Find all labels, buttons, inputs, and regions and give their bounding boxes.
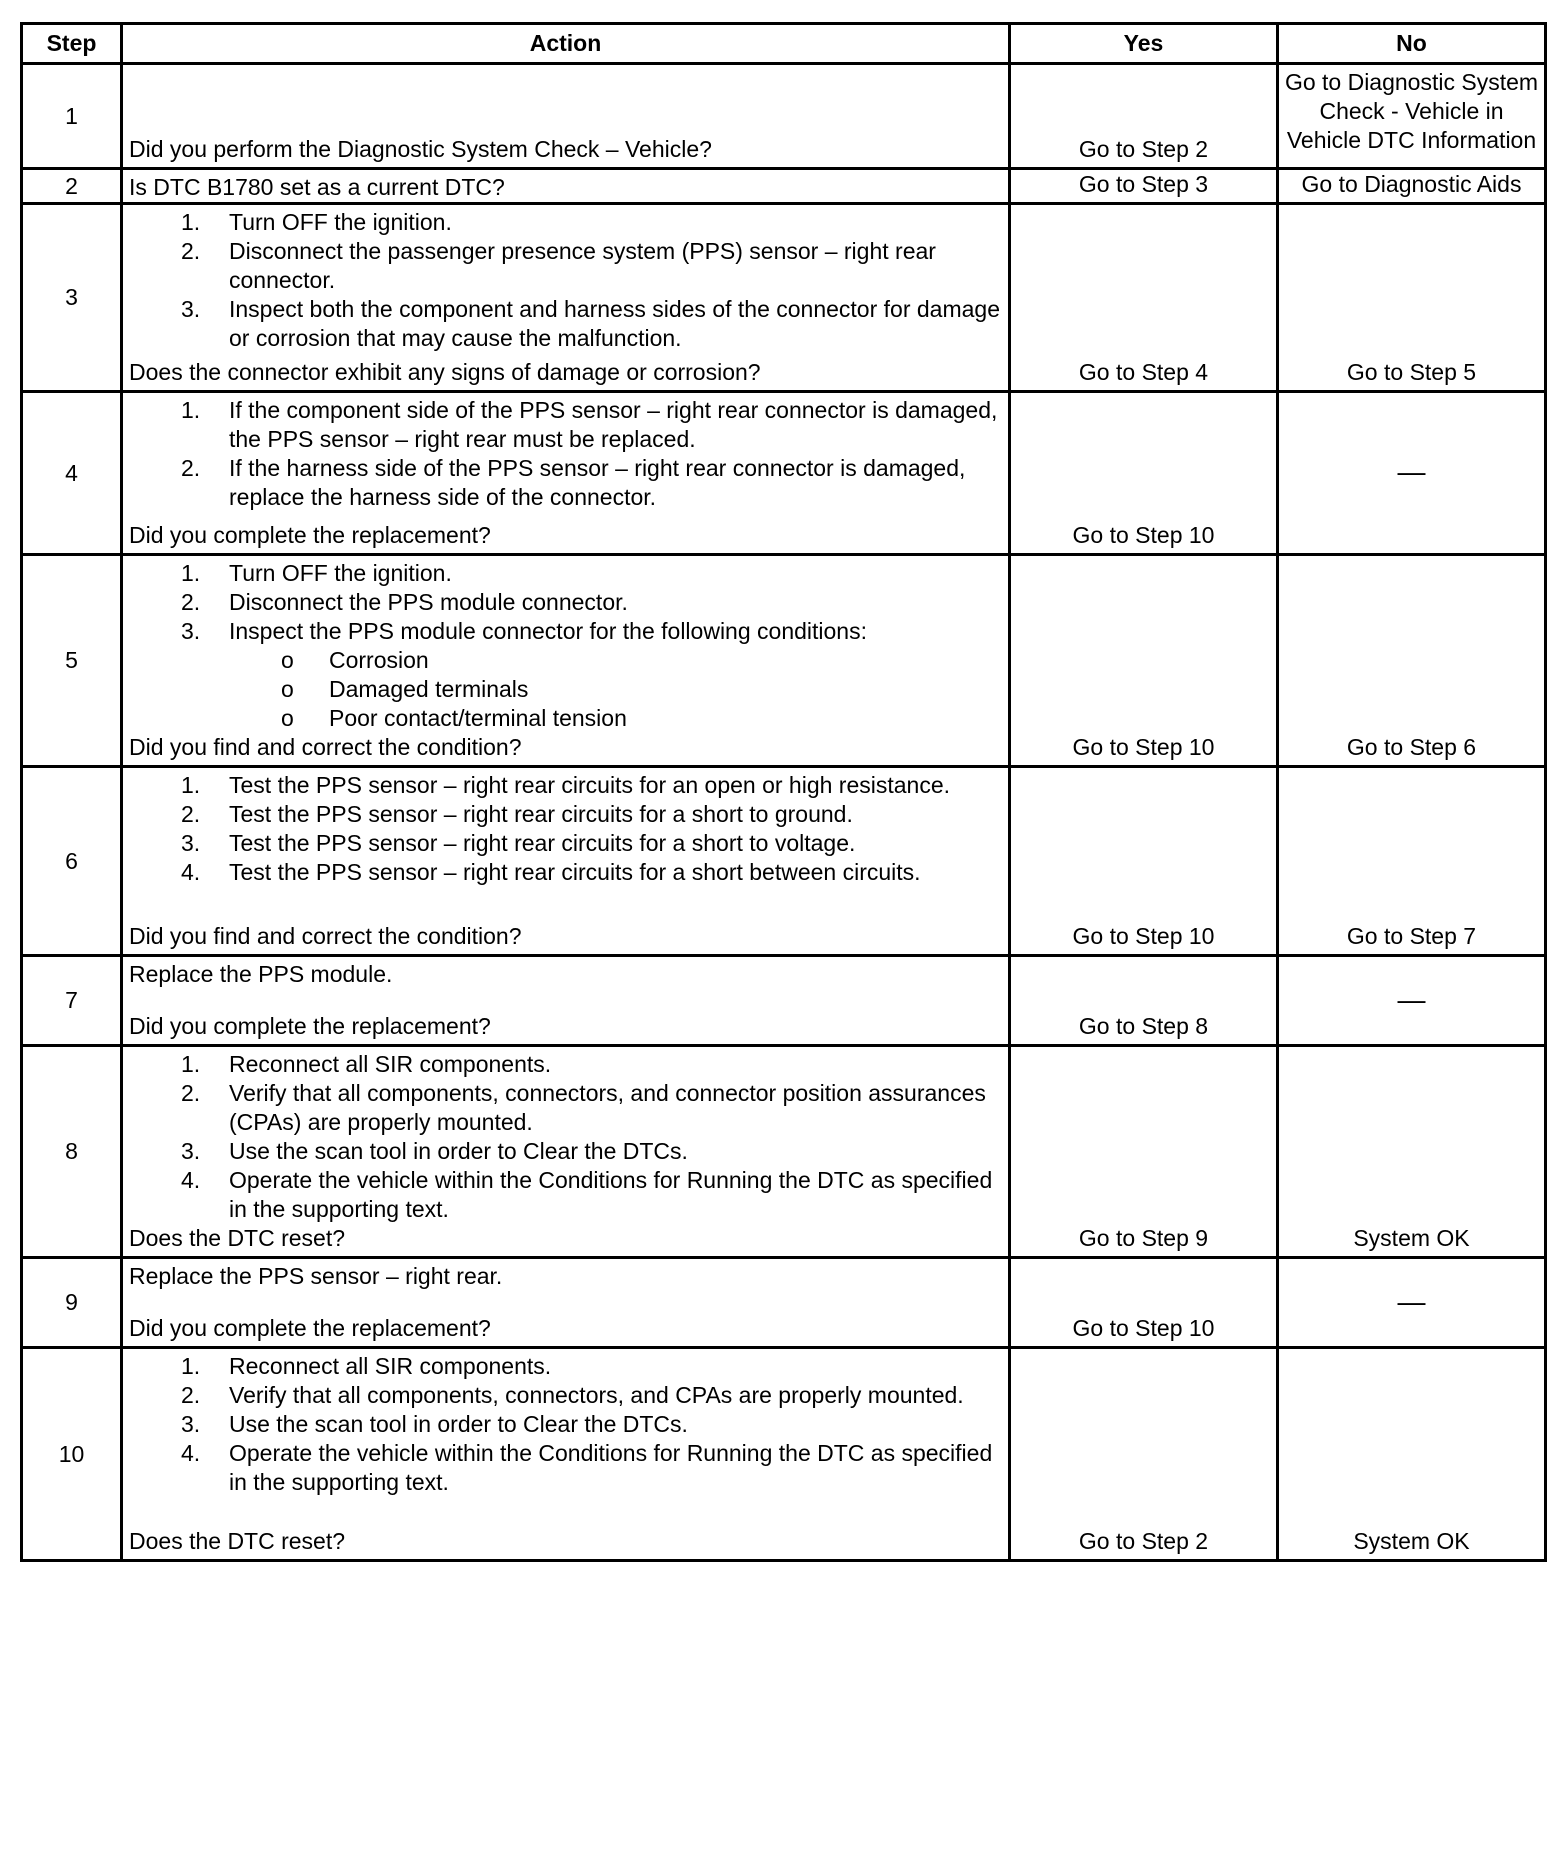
step-number: 5 [22,555,122,767]
no-result: Go to Diagnostic System Check - Vehicle in Vehicle DTC Information [1278,64,1546,169]
procedure-list [129,208,1003,353]
action-text: Replace the PPS module. [129,961,393,987]
procedure-item-number: 2. [181,589,201,615]
table-row [22,392,1546,555]
procedure-item-text: Turn OFF the ignition. [229,560,452,586]
procedure-item-number: 1. [181,772,201,798]
bullet-icon: o [281,676,294,702]
condition-text: Poor contact/terminal tension [329,705,627,731]
procedure-item-text: Disconnect the PPS module connector. [229,589,628,615]
diagnostic-table [20,22,1547,1562]
procedure-item [129,208,1003,237]
yes-result: Go to Step 10 [1010,555,1278,767]
procedure-item-number: 2. [181,238,201,264]
table-row [22,204,1546,392]
action-cell [122,767,1010,956]
procedure-list [129,771,1003,887]
procedure-list [129,1050,1003,1224]
procedure-item-number: 2. [181,801,201,827]
no-result: Go to Step 7 [1278,767,1546,956]
yes-result: Go to Step 2 [1010,64,1278,169]
action-cell [122,956,1010,1046]
table-row [22,956,1546,1046]
procedure-item-text: Disconnect the passenger presence system (PPS) sensor – right rear connector. [229,238,936,293]
action-question: Did you complete the replacement? [129,1013,491,1039]
procedure-item [129,1410,1003,1439]
action-question: Does the connector exhibit any signs of damage or corrosion? [129,359,761,385]
procedure-item [129,1050,1003,1079]
step-number: 9 [22,1258,122,1348]
table-row [22,169,1546,204]
procedure-item-number: 3. [181,1138,201,1164]
bullet-icon: o [281,705,294,731]
procedure-item [129,454,1003,512]
procedure-item-text: Use the scan tool in order to Clear the DTCs. [229,1411,688,1437]
procedure-item [129,1166,1003,1224]
procedure-item-number: 4. [181,1440,201,1466]
condition-text: Damaged terminals [329,676,529,702]
action-cell [122,555,1010,767]
procedure-item [129,1381,1003,1410]
procedure-item-number: 1. [181,1353,201,1379]
procedure-item-number: 2. [181,1382,201,1408]
step-number: 3 [22,204,122,392]
condition-text: Corrosion [329,647,429,673]
action-cell [122,204,1010,392]
header-no: No [1278,24,1546,64]
diagnostic-procedure-page [20,22,1544,1562]
table-row [22,555,1546,767]
action-question: Did you complete the replacement? [129,1315,491,1341]
procedure-item-text: Inspect both the component and harness sides of the connector for damage or corrosion that may cause the malfunction. [229,296,1000,351]
action-cell [122,392,1010,555]
procedure-item-number: 1. [181,397,201,423]
header-row [22,24,1546,64]
procedure-item [129,800,1003,829]
procedure-item [129,559,1003,588]
yes-result: Go to Step 8 [1010,956,1278,1046]
step-number: 6 [22,767,122,956]
bullet-icon: o [281,647,294,673]
action-question: Did you find and correct the condition? [129,734,522,760]
procedure-item-text: If the component side of the PPS sensor – right rear connector is damaged, the PPS sensor – right rear must be replaced. [229,397,998,452]
action-cell [122,169,1010,204]
procedure-item-text: If the harness side of the PPS sensor – right rear connector is damaged, replace the harness side of the connector. [229,455,966,510]
procedure-item-text: Operate the vehicle within the Conditions for Running the DTC as specified in the supporting text. [229,1167,993,1222]
header-step: Step [22,24,122,64]
action-question: Did you find and correct the condition? [129,923,522,949]
condition-item [129,704,1003,733]
table-row [22,64,1546,169]
procedure-item-number: 4. [181,1167,201,1193]
action-question: Did you perform the Diagnostic System Check – Vehicle? [129,136,712,162]
yes-result: Go to Step 9 [1010,1046,1278,1258]
procedure-item-text: Verify that all components, connectors, and connector position assurances (CPAs) are properly mounted. [229,1080,986,1135]
procedure-item [129,858,1003,887]
table-body [22,64,1546,1561]
procedure-item-text: Test the PPS sensor – right rear circuits for an open or high resistance. [229,772,951,798]
action-question: Does the DTC reset? [129,1528,346,1554]
procedure-item-number: 3. [181,618,201,644]
action-cell [122,64,1010,169]
yes-result: Go to Step 10 [1010,767,1278,956]
no-result: — [1278,956,1546,1046]
step-number: 4 [22,392,122,555]
procedure-item-number: 2. [181,1080,201,1106]
action-cell [122,1348,1010,1561]
action-cell [122,1046,1010,1258]
procedure-item-number: 3. [181,1411,201,1437]
yes-result: Go to Step 10 [1010,1258,1278,1348]
yes-result: Go to Step 3 [1010,169,1278,204]
procedure-item-text: Verify that all components, connectors, and CPAs are properly mounted. [229,1382,964,1408]
procedure-item [129,829,1003,858]
no-result: — [1278,392,1546,555]
action-text: Replace the PPS sensor – right rear. [129,1263,503,1289]
header-yes: Yes [1010,24,1278,64]
procedure-item-text: Test the PPS sensor – right rear circuits for a short to ground. [229,801,853,827]
procedure-item-number: 1. [181,1051,201,1077]
table-row [22,1046,1546,1258]
procedure-item-number: 3. [181,296,201,322]
no-result: — [1278,1258,1546,1348]
step-number: 1 [22,64,122,169]
procedure-item [129,1079,1003,1137]
procedure-item [129,1439,1003,1497]
procedure-item-text: Test the PPS sensor – right rear circuits for a short to voltage. [229,830,856,856]
no-result: Go to Diagnostic Aids [1278,169,1546,204]
procedure-item [129,295,1003,353]
no-result: Go to Step 5 [1278,204,1546,392]
procedure-item [129,1352,1003,1381]
yes-result: Go to Step 10 [1010,392,1278,555]
procedure-item [129,1137,1003,1166]
table-row [22,1258,1546,1348]
procedure-item-number: 1. [181,560,201,586]
table-row [22,1348,1546,1561]
procedure-item-number: 3. [181,830,201,856]
procedure-item-text: Use the scan tool in order to Clear the DTCs. [229,1138,688,1164]
procedure-item [129,771,1003,800]
step-number: 2 [22,169,122,204]
procedure-item-number: 4. [181,859,201,885]
yes-result: Go to Step 4 [1010,204,1278,392]
procedure-item-text: Turn OFF the ignition. [229,209,452,235]
condition-list [229,646,1003,733]
no-result: Go to Step 6 [1278,555,1546,767]
procedure-item-number: 2. [181,455,201,481]
condition-item [129,646,1003,675]
no-result: System OK [1278,1348,1546,1561]
procedure-list [129,559,1003,733]
procedure-item-text: Reconnect all SIR components. [229,1051,552,1077]
procedure-item [129,617,1003,733]
procedure-item-text: Inspect the PPS module connector for the following conditions: [229,618,867,644]
procedure-list [129,396,1003,512]
no-result: System OK [1278,1046,1546,1258]
procedure-item [129,396,1003,454]
procedure-item-text: Reconnect all SIR components. [229,1353,552,1379]
step-number: 7 [22,956,122,1046]
procedure-item-text: Test the PPS sensor – right rear circuits for a short between circuits. [229,859,921,885]
table-row [22,767,1546,956]
procedure-item [129,237,1003,295]
action-question: Is DTC B1780 set as a current DTC? [129,174,505,200]
procedure-item-text: Operate the vehicle within the Conditions for Running the DTC as specified in the supporting text. [229,1440,993,1495]
procedure-item [129,588,1003,617]
procedure-item-number: 1. [181,209,201,235]
header-action: Action [122,24,1010,64]
procedure-list [129,1352,1003,1497]
step-number: 10 [22,1348,122,1561]
condition-item [129,675,1003,704]
step-number: 8 [22,1046,122,1258]
action-question: Did you complete the replacement? [129,522,491,548]
action-cell [122,1258,1010,1348]
yes-result: Go to Step 2 [1010,1348,1278,1561]
action-question: Does the DTC reset? [129,1225,346,1251]
